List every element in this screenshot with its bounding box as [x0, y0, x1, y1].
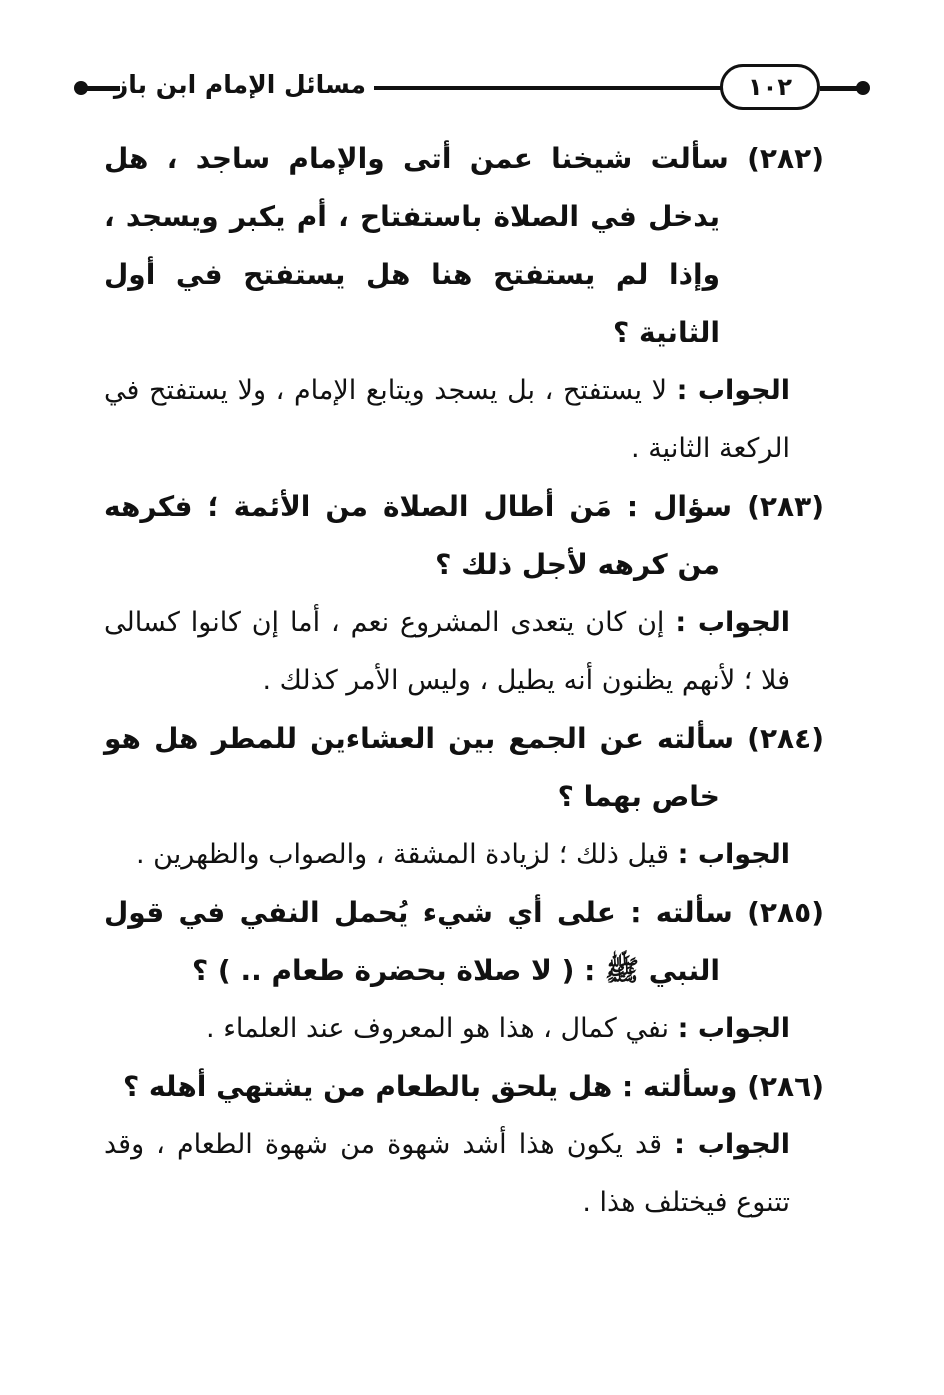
question-282 [104, 130, 824, 362]
question-285 [104, 884, 824, 1000]
answer-label: الجواب : [677, 1013, 790, 1044]
question-text: وسألته : هل يلحق بالطعام من يشتهي أهله ؟ [122, 1070, 738, 1103]
header-right-rule [820, 86, 860, 91]
running-header [74, 58, 870, 118]
answer-text: إن كان يتعدى المشروع نعم ، أما إن كانوا كسالى فلا ؛ لأنهم يظنون أنه يطيل ، وليس الأمر كذلك . [104, 607, 790, 696]
question-number: (٢٨٣) [747, 490, 824, 523]
page-number: ١٠٢ [720, 64, 820, 110]
answer-label: الجواب : [675, 607, 790, 638]
question-number: (٢٨٢) [747, 142, 824, 175]
question-text: سألته عن الجمع بين العشاءين للمطر هل هو خاص بهما ؟ [104, 722, 735, 813]
book-title: مسائل الإمام ابن باز [113, 70, 366, 99]
question-283 [104, 478, 824, 594]
question-284 [104, 710, 824, 826]
question-text: سؤال : مَن أطال الصلاة من الأئمة ؛ فكرهه من كرهه لأجل ذلك ؟ [104, 490, 733, 581]
answer-286 [104, 1116, 824, 1232]
answer-283 [104, 594, 824, 710]
answer-284 [104, 826, 824, 884]
header-right-dot [856, 81, 870, 95]
question-number: (٢٨٦) [747, 1070, 824, 1103]
answer-text: قيل ذلك ؛ لزيادة المشقة ، والصواب والظهرين . [136, 839, 670, 870]
page-body [104, 130, 824, 1232]
header-middle-rule [374, 86, 724, 90]
answer-label: الجواب : [676, 375, 790, 406]
answer-282 [104, 362, 824, 478]
answer-text: قد يكون هذا أشد شهوة من شهوة الطعام ، وقد تتنوع فيختلف هذا . [104, 1129, 790, 1218]
answer-label: الجواب : [677, 839, 790, 870]
question-text: سألت شيخنا عمن أتى والإمام ساجد ، هل يدخل في الصلاة باستفتاح ، أم يكبر ويسجد ، وإذا لم يستفتح هنا هل يستفتح في أول الثانية ؟ [104, 142, 729, 349]
question-number: (٢٨٥) [747, 896, 824, 929]
answer-text: لا يستفتح ، بل يسجد ويتابع الإمام ، ولا يستفتح في الركعة الثانية . [104, 375, 790, 464]
answer-285 [104, 1000, 824, 1058]
answer-label: الجواب : [674, 1129, 790, 1160]
question-number: (٢٨٤) [747, 722, 825, 755]
answer-text: نفي كمال ، هذا هو المعروف عند العلماء . [206, 1013, 670, 1044]
question-286 [104, 1058, 824, 1116]
question-text: سألته : على أي شيء يُحمل النفي في قول النبي ﷺ : ( لا صلاة بحضرة طعام .. ) ؟ [104, 896, 733, 987]
